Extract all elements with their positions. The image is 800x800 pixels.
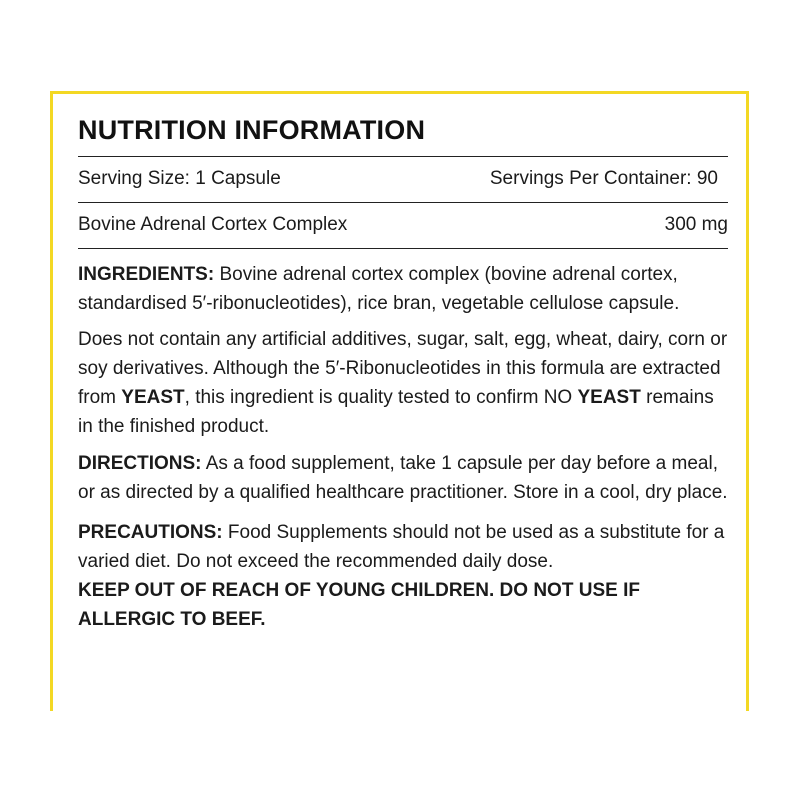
- nutrient-amount: 300 mg: [664, 214, 728, 235]
- nutrient-name: Bovine Adrenal Cortex Complex: [78, 214, 348, 235]
- free-from-text-1: Does not contain any artificial additives, sugar, salt, egg, wheat, dairy, corn or soy derivatives. Although the 5′-Ribonucleotides in this formula are extracted from: [78, 329, 728, 408]
- allergy-warning: KEEP OUT OF REACH OF YOUNG CHILDREN. DO NOT USE IF ALLERGIC TO BEEF.: [78, 580, 640, 630]
- precautions-text: Food Supplements should not be used as a substitute for a varied diet. Do not exceed the recommended daily dose.: [78, 522, 725, 572]
- divider: [78, 248, 728, 249]
- nutrition-content: [78, 114, 728, 634]
- ingredients-paragraph: [78, 260, 728, 318]
- precautions-label: PRECAUTIONS:: [78, 522, 223, 543]
- free-from-text-3: remains in the finished product.: [78, 387, 714, 437]
- free-from-text-2: , this ingredient is quality tested to confirm NO: [184, 387, 578, 408]
- ingredients-label: INGREDIENTS:: [78, 264, 215, 285]
- serving-row: [78, 157, 728, 202]
- nutrition-panel: [50, 91, 749, 711]
- servings-per-container: Servings Per Container: 90: [489, 168, 718, 189]
- directions-paragraph: [78, 449, 728, 507]
- nutrient-row: [78, 203, 728, 248]
- yeast-emphasis-2: YEAST: [577, 387, 641, 408]
- directions-text: As a food supplement, take 1 capsule per day before a meal, or as directed by a qualified healthcare practitioner. Store in a cool, dry place.: [78, 453, 728, 503]
- yeast-emphasis-1: YEAST: [121, 387, 185, 408]
- precautions-paragraph: [78, 518, 728, 634]
- panel-title: NUTRITION INFORMATION: [78, 115, 426, 145]
- serving-size: Serving Size: 1 Capsule: [78, 168, 281, 189]
- directions-label: DIRECTIONS:: [78, 453, 202, 474]
- ingredients-text: Bovine adrenal cortex complex (bovine adrenal cortex, standardised 5′-ribonucleotides), rice bran, vegetable cellulose capsule.: [78, 264, 680, 314]
- free-from-paragraph: [78, 325, 728, 441]
